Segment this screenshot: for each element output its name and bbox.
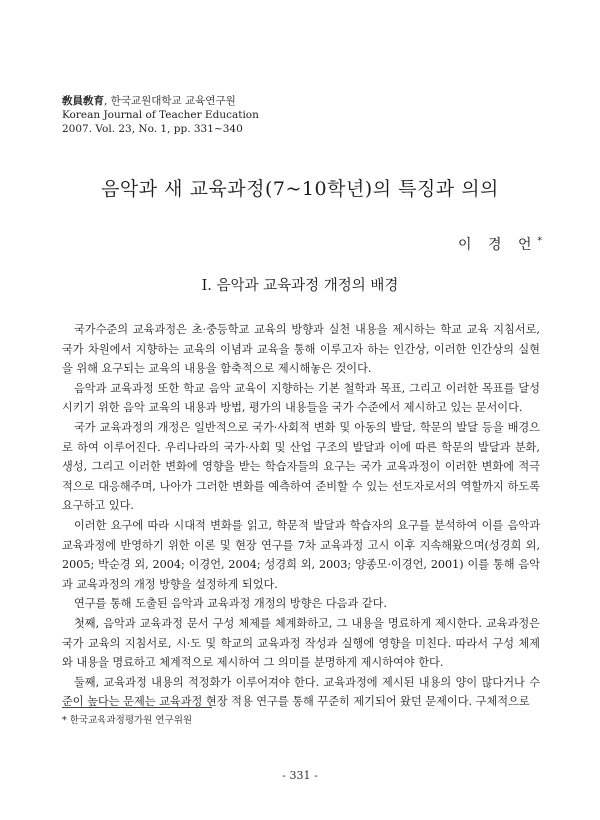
paragraph: 둘째, 교육과정 내용의 적정화가 이루어져야 한다. 교육과정에 제시된 내용의 양이 많다거나 수준이 높다는 문제는 교육과정 현장 적용 연구를 통해 꾸준히 제기되어 왔던 문제이다. 구체적으로 [62,675,540,709]
author-name: 이 경 언 [458,237,538,253]
paragraph: 연구를 통해 도출된 음악과 교육과정 개정의 방향은 다음과 같다. [74,597,387,611]
paper-title: 음악과 새 교육과정(7~10학년)의 특징과 의의 [101,178,499,200]
body-text [62,320,540,712]
paragraph: 음악과 교육과정 또한 학교 음악 교육이 지향하는 기본 철학과 목표, 그리고 이러한 목표를 달성시키기 위한 음악 교육의 내용과 방법, 평가의 내용들을 국가 수준에서 제시하고 있는 문서이다. [62,381,540,415]
paragraph: 국가수준의 교육과정은 초·중등학교 교육의 방향과 실천 내용을 제시하는 학교 교육 지침서로, 국가 차원에서 지향하는 교육의 이념과 교육을 통해 이루고자 하는 인간상, 이러한 인간상의 실현을 위해 요구되는 교육의 내용을 함축적으로 제시해놓은 것이다. [62,323,540,376]
paragraph: 첫째, 음악과 교육과정 문서 구성 체제를 체계화하고, 그 내용을 명료하게 제시한다. 교육과정은 국가 교육의 지침서로, 시·도 및 학교의 교육과정 작성과 실행에 영향을 미친다. 따라서 구성 체제와 내용을 명료하고 체계적으로 제시하여 그 의미를 분명하게 제시하여야 한다. [62,616,540,670]
author-footnote-mark: * [537,236,542,247]
footnote-divider [62,707,212,708]
author [458,234,542,254]
journal-english-name: Korean Journal of Teacher Education [62,109,259,121]
journal-header [62,94,259,136]
journal-volume-info: 2007. Vol. 23, No. 1, pp. 331~340 [62,123,243,135]
paragraph: 국가 교육과정의 개정은 일반적으로 국가·사회적 변화 및 아동의 발달, 학문의 발달 등을 배경으로 하여 이루어진다. 우리나라의 국가·사회 및 산업 구조의 발달과 이에 따른 학문의 발달과 분화, 생성, 그리고 이러한 변화에 영향을 받는 학습자들의 요구는 국가 교육과정이 이러한 변화에 적극적으로 대응해주며, 나아가 그러한 변화를 예측하여 준비할 수 있는 선도자로서의 역할까지 하도록 요구하고 있다. [62,420,540,513]
page-number: - 331 - [282,769,318,782]
journal-publisher: , 한국교원대학교 교육연구원 [104,95,236,107]
footnote: * 한국교육과정평가원 연구위원 [62,715,193,726]
journal-name-hanja: 敎員敎育 [62,95,104,107]
section-heading: Ⅰ. 음악과 교육과정 개정의 배경 [201,278,399,294]
journal-line-1 [62,94,259,108]
paragraph: 이러한 요구에 따라 시대적 변화를 읽고, 학문적 발달과 학습자의 요구를 분석하여 이를 음악과 교육과정에 반영하기 위한 이론 및 현장 연구를 7차 교육과정 고시 이후 지속해왔으며(성경희 외, 2005; 박순경 외, 2004; 이경언, 2004; 성경희 외, 2003; 양종모·이경언, 2001) 이를 통해 음악과 교육과정의 개정 방향을 설정하게 되었다. [62,518,540,591]
